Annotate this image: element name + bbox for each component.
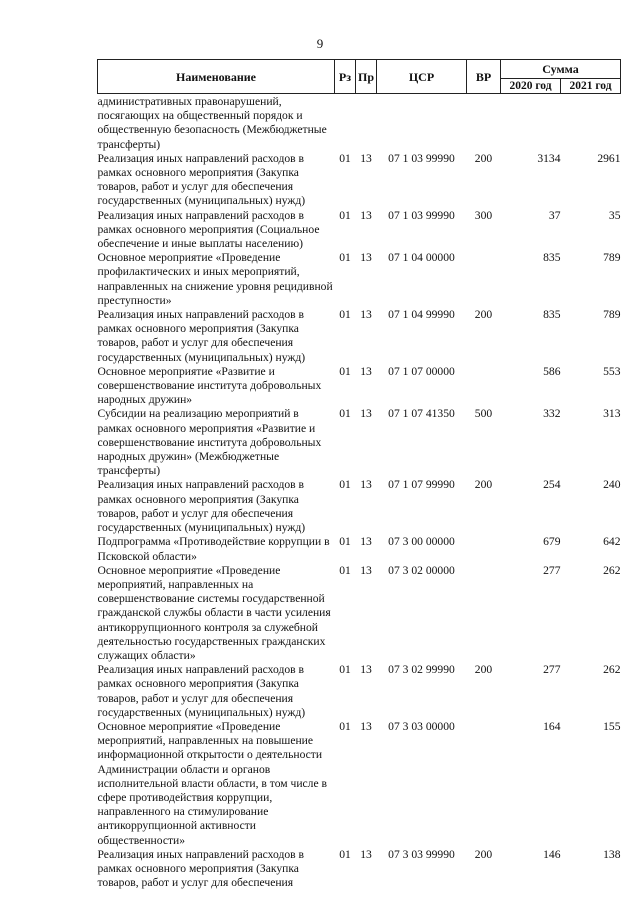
header-year-2020: 2020 год bbox=[501, 79, 561, 94]
table-row bbox=[98, 251, 621, 308]
row-rz: 01 bbox=[339, 535, 351, 549]
row-pr: 13 bbox=[360, 308, 372, 322]
row-vr bbox=[467, 564, 501, 663]
row-rz: 01 bbox=[339, 663, 351, 677]
table-row bbox=[98, 152, 621, 209]
row-pr: 13 bbox=[360, 151, 372, 165]
header-year-2021: 2021 год bbox=[561, 79, 621, 94]
row-sum-2020: 146 bbox=[543, 847, 561, 861]
row-sum-2021: 313 bbox=[603, 407, 621, 421]
page-number: 9 bbox=[316, 36, 324, 51]
row-sum-2020: 679 bbox=[543, 535, 561, 549]
row-vr: 200 bbox=[474, 847, 493, 861]
row-vr bbox=[467, 535, 501, 563]
row-rz: 01 bbox=[339, 208, 351, 222]
table-row bbox=[98, 308, 621, 365]
header-name: Наименование bbox=[98, 60, 335, 94]
row-name: Основное мероприятие «Проведение мероприятий, направленных на повышение информационной открытости о деятельности Администрации области и органов исполнительной власти области, в том числе в сфере противодействия коррупции, направленного на стимулирование антикоррупционной активности общественности» bbox=[97, 719, 327, 847]
row-sum-2020: 835 bbox=[543, 251, 561, 265]
row-pr: 13 bbox=[360, 535, 372, 549]
row-sum-2021: 2961 bbox=[597, 151, 621, 165]
row-sum-2020: 277 bbox=[543, 563, 561, 577]
row-csr: 07 3 03 00000 bbox=[388, 719, 455, 733]
row-sum-2020: 586 bbox=[543, 364, 561, 378]
row-rz: 01 bbox=[339, 151, 351, 165]
row-vr bbox=[467, 251, 501, 308]
row-vr: 300 bbox=[474, 208, 493, 222]
row-name: Реализация иных направлений расходов в рамках основного мероприятия (Социальное обеспечение и иные выплаты населению) bbox=[97, 208, 320, 251]
row-rz: 01 bbox=[339, 308, 351, 322]
row-name: Основное мероприятие «Проведение профилактических и иных мероприятий, направленных на снижение уровня рецидивной преступности» bbox=[97, 251, 333, 307]
row-vr bbox=[467, 720, 501, 848]
row-sum-2021: 789 bbox=[603, 308, 621, 322]
table-row bbox=[98, 720, 621, 848]
row-vr: 200 bbox=[474, 663, 493, 677]
table-body bbox=[98, 94, 621, 891]
row-sum-2020: 332 bbox=[543, 407, 561, 421]
row-rz: 01 bbox=[339, 719, 351, 733]
table-row bbox=[98, 848, 621, 891]
row-csr: 07 1 07 41350 bbox=[388, 407, 455, 421]
row-rz: 01 bbox=[339, 251, 351, 265]
row-sum-2020: 835 bbox=[543, 308, 561, 322]
row-sum-2021: 642 bbox=[603, 535, 621, 549]
row-pr: 13 bbox=[360, 208, 372, 222]
budget-table bbox=[97, 59, 621, 890]
row-name: административных правонарушений, посягающих на общественный порядок и общественную безопасность (Межбюджетные трансферты) bbox=[97, 95, 327, 151]
header-vr: ВР bbox=[467, 60, 501, 94]
row-csr: 07 1 07 99990 bbox=[388, 478, 455, 492]
table-row bbox=[98, 209, 621, 252]
row-vr: 200 bbox=[474, 478, 493, 492]
header-rz: Рз bbox=[335, 60, 356, 94]
row-pr: 13 bbox=[360, 478, 372, 492]
row-csr: 07 1 03 99990 bbox=[388, 208, 455, 222]
table-row bbox=[98, 407, 621, 478]
row-pr: 13 bbox=[360, 251, 372, 265]
row-csr: 07 1 04 00000 bbox=[388, 251, 455, 265]
header-csr: ЦСР bbox=[377, 60, 467, 94]
row-sum-2020: 164 bbox=[543, 719, 561, 733]
row-sum-2020: 3134 bbox=[537, 151, 561, 165]
row-name: Основное мероприятие «Проведение мероприятий, направленных на совершенствование системы государственной гражданской службы области в части усиления антикоррупционного контроля за служебной деятельностью государственных гражданских служащих области» bbox=[97, 563, 331, 662]
row-csr: 07 3 03 99990 bbox=[388, 847, 455, 861]
row-name: Реализация иных направлений расходов в рамках основного мероприятия (Закупка товаров, работ и услуг для обеспечения государственных (муниципальных) нужд) bbox=[97, 478, 306, 535]
table-row bbox=[98, 365, 621, 408]
row-sum-2021: 262 bbox=[603, 563, 621, 577]
row-rz: 01 bbox=[339, 847, 351, 861]
row-rz: 01 bbox=[339, 407, 351, 421]
table-row bbox=[98, 94, 621, 152]
row-vr: 500 bbox=[474, 407, 493, 421]
header-pr: Пр bbox=[356, 60, 377, 94]
table-header bbox=[98, 60, 621, 94]
table-row bbox=[98, 535, 621, 563]
header-sum: Сумма bbox=[501, 60, 621, 79]
row-vr bbox=[467, 365, 501, 408]
row-csr: 07 1 07 00000 bbox=[388, 364, 455, 378]
row-rz: 01 bbox=[339, 563, 351, 577]
row-sum-2020: 277 bbox=[543, 663, 561, 677]
row-name: Реализация иных направлений расходов в рамках основного мероприятия (Закупка товаров, работ и услуг для обеспечения государственных (муниципальных) нужд) bbox=[97, 663, 306, 719]
row-csr: 07 3 02 99990 bbox=[388, 663, 455, 677]
row-sum-2021: 262 bbox=[603, 663, 621, 677]
row-name: Подпрограмма «Противодействие коррупции в Псковской области» bbox=[97, 535, 330, 563]
row-name: Реализация иных направлений расходов в рамках основного мероприятия (Закупка товаров, работ и услуг для обеспечения государственных (муниципальных) нужд) bbox=[97, 308, 306, 364]
row-name: Реализация иных направлений расходов в рамках основного мероприятия (Закупка товаров, работ и услуг для обеспечения государственных (муниципальных) нужд) bbox=[97, 151, 306, 208]
row-rz: 01 bbox=[339, 364, 351, 378]
row-csr: 07 1 03 99990 bbox=[388, 151, 455, 165]
row-name: Субсидии на реализацию мероприятий в рамках основного мероприятия «Развитие и совершенствование института добровольных народных дружин» (Межбюджетные трансферты) bbox=[97, 407, 322, 478]
row-vr bbox=[467, 94, 501, 152]
row-pr: 13 bbox=[360, 407, 372, 421]
row-pr: 13 bbox=[360, 719, 372, 733]
row-name: Реализация иных направлений расходов в рамках основного мероприятия (Закупка товаров, работ и услуг для обеспечения bbox=[97, 847, 304, 890]
row-sum-2021: 138 bbox=[603, 847, 621, 861]
row-sum-2020: 254 bbox=[543, 478, 561, 492]
table-row bbox=[98, 478, 621, 535]
row-sum-2021 bbox=[561, 94, 621, 152]
row-pr: 13 bbox=[360, 847, 372, 861]
row-sum-2021: 240 bbox=[603, 478, 621, 492]
row-sum-2020: 37 bbox=[548, 208, 561, 222]
row-sum-2021: 155 bbox=[603, 719, 621, 733]
table-row bbox=[98, 564, 621, 663]
row-vr: 200 bbox=[474, 151, 493, 165]
row-sum-2020 bbox=[501, 94, 561, 152]
row-csr: 07 3 00 00000 bbox=[388, 535, 455, 549]
row-pr: 13 bbox=[360, 663, 372, 677]
row-pr bbox=[356, 94, 377, 152]
row-csr: 07 1 04 99990 bbox=[388, 308, 455, 322]
table-row bbox=[98, 663, 621, 720]
row-sum-2021: 789 bbox=[603, 251, 621, 265]
row-csr bbox=[377, 94, 467, 152]
row-rz: 01 bbox=[339, 478, 351, 492]
row-sum-2021: 35 bbox=[608, 208, 621, 222]
row-pr: 13 bbox=[360, 563, 372, 577]
row-vr: 200 bbox=[474, 308, 493, 322]
row-rz bbox=[335, 94, 356, 152]
row-sum-2021: 553 bbox=[603, 364, 621, 378]
row-csr: 07 3 02 00000 bbox=[388, 563, 455, 577]
row-pr: 13 bbox=[360, 364, 372, 378]
row-name: Основное мероприятие «Развитие и совершенствование института добровольных народных дружин» bbox=[97, 364, 322, 407]
